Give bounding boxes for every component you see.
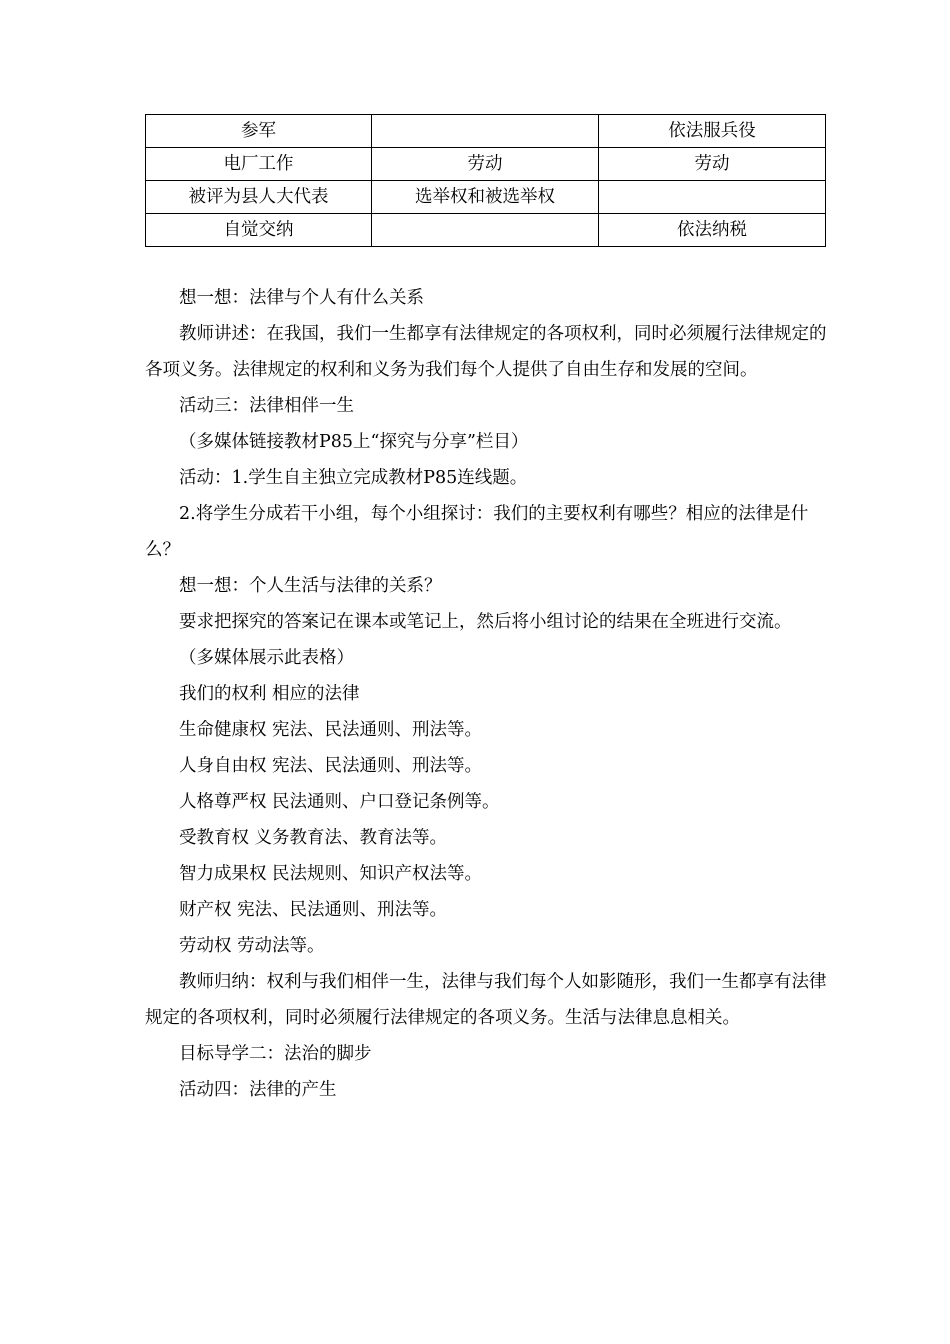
paragraph: 我们的权利 相应的法律: [179, 684, 360, 704]
table-row: [146, 181, 826, 214]
paragraph: 人身自由权 宪法、民法通则、刑法等。: [179, 756, 483, 776]
table-cell: 自觉交纳: [146, 214, 372, 247]
table-cell: 劳动: [372, 148, 599, 181]
paragraph: 活动四：法律的产生: [179, 1080, 337, 1100]
table-cell: 依法纳税: [599, 214, 826, 247]
table-cell: [599, 181, 826, 214]
paragraph: 要求把探究的答案记在课本或笔记上，然后将小组讨论的结果在全班进行交流。: [179, 612, 792, 632]
table-cell: [372, 214, 599, 247]
paragraph: 活动三：法律相伴一生: [179, 396, 354, 416]
table-cell: [372, 115, 599, 148]
paragraph: 2.将学生分成若干小组，每个小组探讨：我们的主要权利有哪些？相应的法律是什么？: [145, 504, 809, 560]
paragraph: 想一想：法律与个人有什么关系: [179, 288, 424, 308]
paragraph: 活动：1.学生自主独立完成教材P85连线题。: [179, 468, 528, 488]
table-cell: 选举权和被选举权: [372, 181, 599, 214]
paragraph: 人格尊严权 民法通则、户口登记条例等。: [179, 792, 500, 812]
rights-duties-table: [145, 114, 826, 247]
table-cell: 依法服兵役: [599, 115, 826, 148]
table-row: [146, 214, 826, 247]
paragraph: 生命健康权 宪法、民法通则、刑法等。: [179, 720, 483, 740]
body-text: [145, 280, 827, 1108]
table-row: [146, 115, 826, 148]
paragraph: 想一想：个人生活与法律的关系？: [179, 576, 442, 596]
paragraph: 目标导学二：法治的脚步: [179, 1044, 372, 1064]
table-cell: 电厂工作: [146, 148, 372, 181]
table-cell: 劳动: [599, 148, 826, 181]
paragraph: 财产权 宪法、民法通则、刑法等。: [179, 900, 448, 920]
paragraph: 智力成果权 民法规则、知识产权法等。: [179, 864, 483, 884]
paragraph: 教师归纳：权利与我们相伴一生，法律与我们每个人如影随形，我们一生都享有法律规定的各项权利，同时必须履行法律规定的各项义务。生活与法律息息相关。: [145, 972, 827, 1028]
paragraph: （多媒体展示此表格）: [179, 648, 354, 668]
paragraph: 劳动权 劳动法等。: [179, 936, 325, 956]
paragraph: （多媒体链接教材P85上“探究与分享”栏目）: [179, 432, 529, 452]
table-row: [146, 148, 826, 181]
table-cell: 参军: [146, 115, 372, 148]
paragraph: 教师讲述：在我国，我们一生都享有法律规定的各项权利，同时必须履行法律规定的各项义务。法律规定的权利和义务为我们每个人提供了自由生存和发展的空间。: [145, 324, 827, 380]
paragraph: 受教育权 义务教育法、教育法等。: [179, 828, 448, 848]
table-cell: 被评为县人大代表: [146, 181, 372, 214]
